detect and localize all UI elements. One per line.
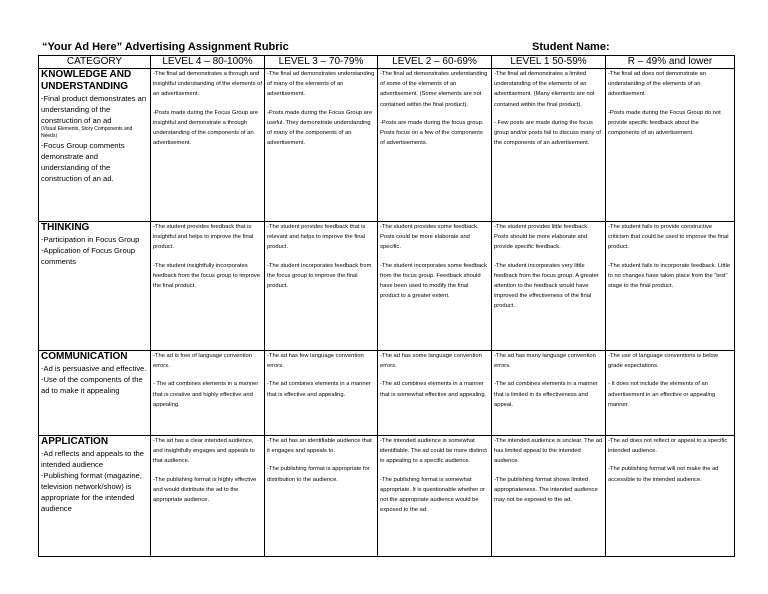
category-criterion: -Ad is persuasive and effective. <box>41 364 147 373</box>
table-row-communication <box>39 351 735 436</box>
descriptor: -Posts made during the Focus Group do not provide specific feedback about the components of an advertisement. <box>608 109 721 137</box>
column-header-category: CATEGORY <box>39 56 151 69</box>
descriptor: -The intended audience is somewhat identifiable. The ad could be more distinct in appealing to a specific audience. <box>380 438 487 465</box>
rubric-cell-level-3 <box>265 222 378 351</box>
category-cell-knowledge <box>39 69 151 222</box>
header-row <box>39 56 735 69</box>
document-title: “Your Ad Here” Advertising Assignment Rubric <box>42 41 289 53</box>
descriptor: -The ad combines elements in a manner that is somewhat effective and appealing. <box>380 381 487 398</box>
category-criterion: -Use of the components of the ad to make it appealing <box>41 375 143 395</box>
rubric-table <box>38 55 735 557</box>
rubric-cell-r <box>606 351 735 436</box>
descriptor: -The ad combines elements in a manner that is limited in its effectiveness and appeal. <box>494 381 598 408</box>
descriptor: -Posts made during the Focus Group are insightful and demonstrate a through understanding of the components of an advertisement. <box>153 109 259 147</box>
descriptor: -The student fails to incorporate feedback. Little to no changes have taken place from the “test” stage to the final product. <box>608 262 731 290</box>
category-note: (Visual Elements, Story Components and Needs) <box>41 126 133 139</box>
descriptor: -The student incorporates feedback from the focus group to improve the final product. <box>267 262 372 290</box>
descriptor: -The publishing format shows limited appropriateness. The intended audience may not be exposed to the ad. <box>494 476 598 504</box>
rubric-header <box>40 41 740 55</box>
rubric-cell-level-1 <box>492 436 606 557</box>
rubric-cell-level-3 <box>265 351 378 436</box>
descriptor: -The publishing format is appropriate for distribution to the audience. <box>267 466 370 483</box>
descriptor: - The ad combines elements in a manner that is creative and highly effective and appealing. <box>153 381 259 408</box>
descriptor: -The student provides little feedback. Posts should be more elaborate and provide specific feedback. <box>494 224 589 251</box>
category-criterion: -Focus Group comments demonstrate and understanding of the construction of an ad. <box>41 141 125 183</box>
descriptor: -The publishing format will not make the ad accessible to the intended audience. <box>608 466 719 483</box>
category-cell-thinking <box>39 222 151 351</box>
column-header-level-1: LEVEL 1 50-59% <box>492 56 606 69</box>
descriptor: -The final ad demonstrates understanding of many of the elements of an advertisement. <box>267 71 375 98</box>
category-criterion: -Application of Focus Group comments <box>41 246 136 266</box>
category-title: COMMUNICATION <box>41 351 128 362</box>
descriptor: -The student provides feedback that is insightful and helps to improve the final product. <box>153 224 254 251</box>
rubric-cell-level-3 <box>265 69 378 222</box>
descriptor: -The student provides some feedback. Posts could be more elaborate and specific. <box>380 224 479 251</box>
descriptor: -The ad combines elements in a manner that is effective and appealing. <box>267 381 371 398</box>
column-header-level-2: LEVEL 2 – 60-69% <box>378 56 492 69</box>
category-criterion: -Participation in Focus Group <box>41 235 140 244</box>
rubric-cell-r <box>606 436 735 557</box>
category-title: APPLICATION <box>41 436 109 447</box>
category-cell-application <box>39 436 151 557</box>
rubric-cell-level-1 <box>492 351 606 436</box>
descriptor: - It does not include the elements of an advertisement in an effective or appealing manner. <box>608 381 716 408</box>
descriptor: -The student insightfully incorporates feedback from the focus group to improve the final product. <box>153 262 260 290</box>
descriptor: -The publishing format is highly effective and would distribute the ad to the appropriate audience. <box>153 476 257 504</box>
table-row-application <box>39 436 735 557</box>
descriptor: -The student incorporates very little feedback from the focus group. A greater attention to the feedback would have improved the effectiveness of the final product. <box>494 262 599 310</box>
column-header-level-3: LEVEL 3 – 70-79% <box>265 56 378 69</box>
descriptor: -The student incorporates some feedback from the focus group. Feedback should have been used to modify the final product to a greater extent. <box>380 262 487 300</box>
column-header-level-4: LEVEL 4 – 80-100% <box>151 56 265 69</box>
category-cell-communication <box>39 351 151 436</box>
category-criterion: -Final product demonstrates an understanding of the construction of an ad <box>41 94 147 125</box>
descriptor: -Posts made during the Focus Group are useful. They demonstrate understanding of many of the components of an advertisement. <box>267 109 373 147</box>
rubric-cell-level-2 <box>378 69 492 222</box>
descriptor: -The ad has a clear intended audience, and insightfully engages and appeals to that audience. <box>153 438 255 465</box>
descriptor: - Few posts are made during the focus group and/or posts fail to discuss many of the components of an advertisement. <box>494 119 601 147</box>
rubric-cell-level-2 <box>378 351 492 436</box>
table-row-thinking <box>39 222 735 351</box>
rubric-cell-level-3 <box>265 436 378 557</box>
rubric-cell-level-1 <box>492 222 606 351</box>
rubric-cell-level-4 <box>151 436 265 557</box>
descriptor: -The final ad demonstrates a limited understanding of the elements of an advertisement. (Many elements are not contained within the final product). <box>494 71 595 108</box>
student-name-label: Student Name: <box>532 41 610 53</box>
descriptor: -The student fails to provide constructive criticism that could be used to improve the final product. <box>608 224 729 251</box>
category-title: THINKING <box>41 222 90 233</box>
descriptor: -The use of language conventions is below grade expectations. <box>608 353 718 370</box>
rubric-cell-level-1 <box>492 69 606 222</box>
descriptor: -The final ad demonstrates understanding of some of the elements of an advertisement. (Some elements are not contained within the final product). <box>380 71 488 108</box>
descriptor: -The ad has an identifiable audience that it engages and appeals to. <box>267 438 372 455</box>
rubric-cell-r <box>606 222 735 351</box>
descriptor: -The final ad demonstrates a through and insightful understanding of the elements of an advertisement. <box>153 71 262 98</box>
table-row-knowledge <box>39 69 735 222</box>
descriptor: -The ad does not reflect or appeal to a specific intended audience. <box>608 438 728 455</box>
rubric-cell-level-2 <box>378 436 492 557</box>
descriptor: -The publishing format is somewhat appropriate. It is questionable whether or not the appropriate audience would be exposed to the ad. <box>380 476 486 514</box>
descriptor: -The intended audience is unclear. The ad has limited appeal to the intended audience. <box>494 438 603 465</box>
descriptor: -The ad has few language convention errors. <box>267 353 364 370</box>
descriptor: -The ad has many language convention errors. <box>494 353 596 370</box>
rubric-cell-level-2 <box>378 222 492 351</box>
descriptor: -Posts are made during the focus group. Posts focus on a few of the components of advertisements. <box>380 119 484 147</box>
column-header-r: R – 49% and lower <box>606 56 735 69</box>
descriptor: -The final ad does not demonstrate an understanding of the elements of an advertisement. <box>608 71 706 98</box>
category-title: KNOWLEDGE AND UNDERSTANDING <box>41 69 132 92</box>
descriptor: -The student provides feedback that is relevant and helps to improve the final product. <box>267 224 366 251</box>
rubric-cell-level-4 <box>151 69 265 222</box>
category-criterion: -Ad reflects and appeals to the intended audience <box>41 449 145 469</box>
rubric-cell-level-4 <box>151 222 265 351</box>
category-criterion: -Publishing format (magazine, television network/show) is appropriate for the intended audience <box>41 471 142 513</box>
descriptor: -The ad has some language convention errors. <box>380 353 482 370</box>
rubric-cell-r <box>606 69 735 222</box>
descriptor: -The ad is free of language convention errors. <box>153 353 252 370</box>
rubric-cell-level-4 <box>151 351 265 436</box>
